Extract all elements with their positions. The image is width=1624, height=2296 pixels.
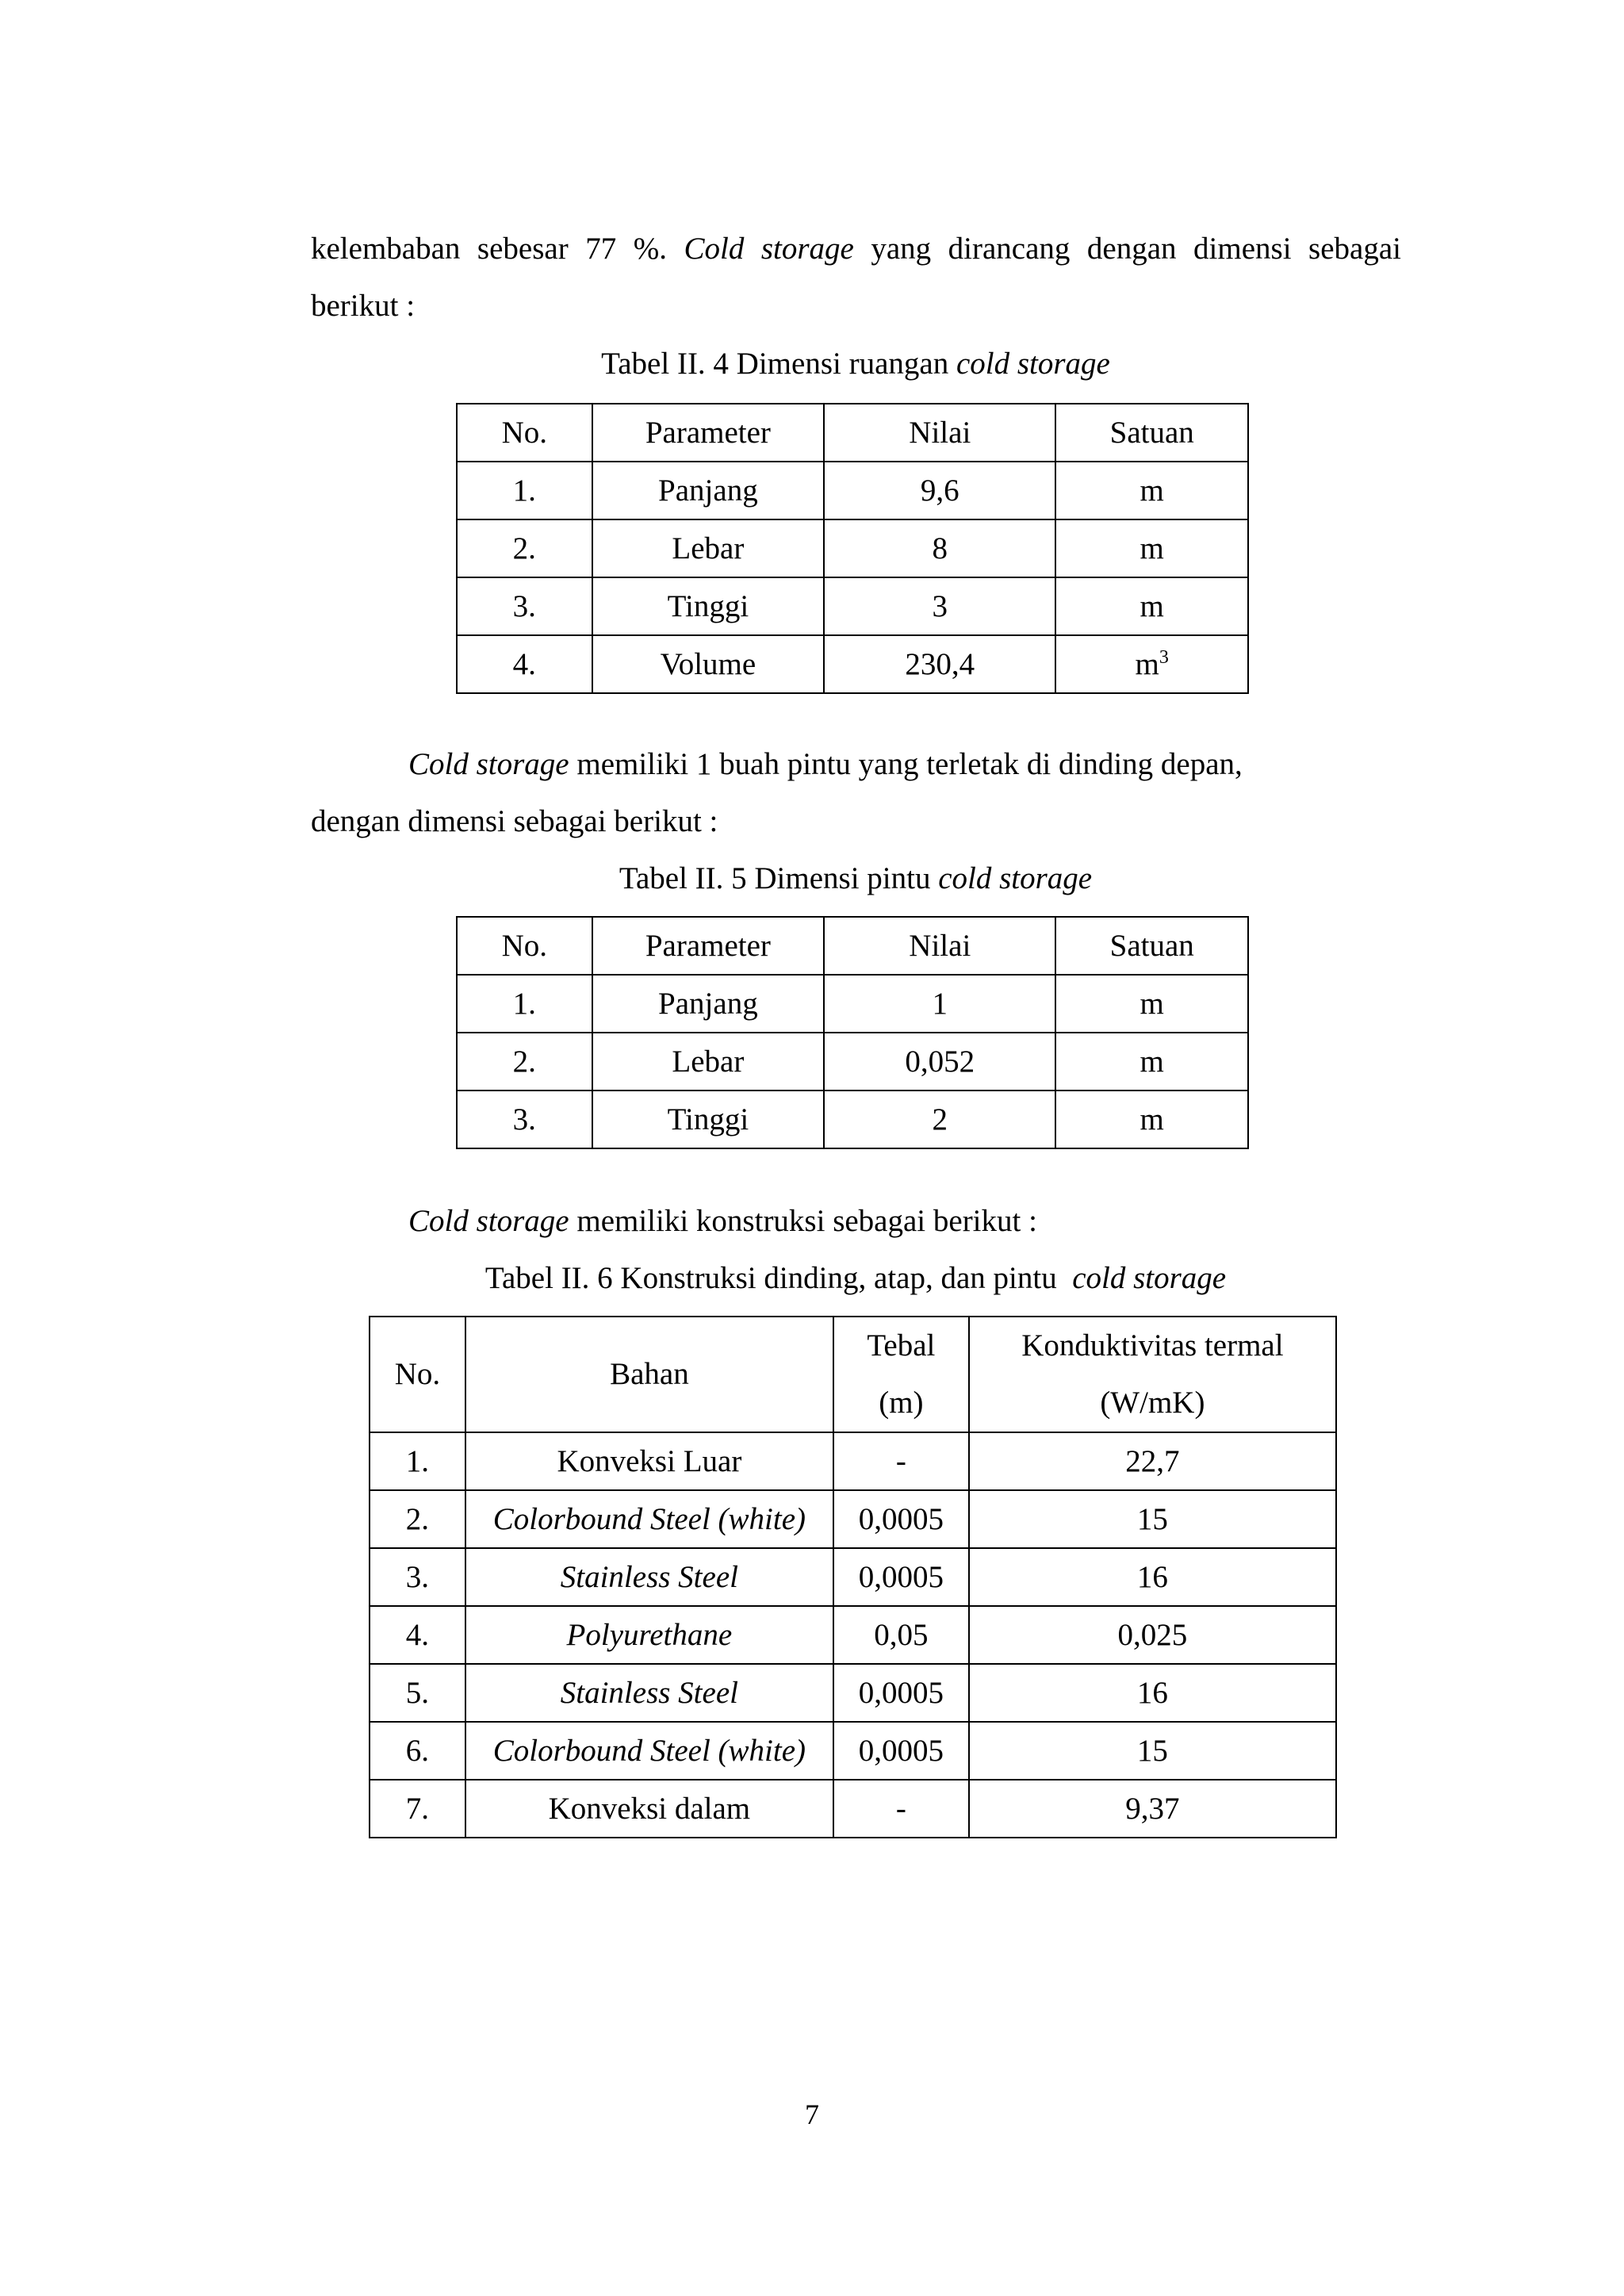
intro-line-1 [311,230,1401,268]
table-header-row [457,917,1248,975]
header-cell: Parameter [592,917,825,975]
header-cell-tebal [833,1317,969,1432]
table-cell: 5. [370,1664,465,1722]
intro-text-post: yang dirancang dengan dimensi sebagai [853,232,1401,266]
table4-caption-text: Tabel II. 4 Dimensi ruangan [601,347,956,381]
para2-italic: Cold storage [408,747,569,781]
table-dimensi-pintu [456,916,1249,1149]
table-cell: 2. [370,1490,465,1548]
table-row [370,1548,1336,1606]
table-cell: 0,05 [833,1606,969,1664]
table-cell: 0,0005 [833,1548,969,1606]
table-cell: 4. [370,1606,465,1664]
table6-caption-italic: cold storage [1072,1261,1227,1295]
header-cell: Satuan [1055,917,1248,975]
table-cell: 1 [824,975,1055,1033]
header-tebal-line1: Tebal [867,1328,936,1363]
header-cell: Nilai [824,404,1055,462]
header-cell: Satuan [1055,404,1248,462]
table-cell: 2. [457,1033,592,1091]
table-cell: 0,0005 [833,1664,969,1722]
table-cell: 4. [457,635,592,693]
table-cell: Konveksi dalam [465,1780,833,1838]
unit-base: m [1135,646,1159,681]
table-cell: - [833,1432,969,1490]
table-cell: m [1055,975,1248,1033]
table-cell: 0,025 [969,1606,1336,1664]
table-cell: Panjang [592,462,825,519]
table-row [457,1033,1248,1091]
table-row [457,975,1248,1033]
table-row [370,1432,1336,1490]
table-cell: 16 [969,1548,1336,1606]
header-cell: No. [457,404,592,462]
table-cell: m [1055,1033,1248,1091]
table-cell: Polyurethane [465,1606,833,1664]
table-cell: 22,7 [969,1432,1336,1490]
table6-caption [485,1259,1226,1297]
table-row [457,1091,1248,1148]
table-cell: 2 [824,1091,1055,1148]
table-cell: Konveksi Luar [465,1432,833,1490]
table-cell: Colorbound Steel (white) [465,1490,833,1548]
para2-line-2: dengan dimensi sebagai berikut : [311,804,718,838]
intro-text: kelembaban sebesar 77 %. [311,232,684,266]
intro-italic: Cold storage [684,232,854,266]
table-cell: m [1055,1091,1248,1148]
table-cell: 16 [969,1664,1336,1722]
table-row [370,1606,1336,1664]
page-number: 7 [805,2099,819,2130]
table-cell: 1. [370,1432,465,1490]
table-row [457,519,1248,577]
table-cell: 2. [457,519,592,577]
table-cell: Tinggi [592,577,825,635]
table-cell: 3 [824,577,1055,635]
table-konstruksi [369,1316,1337,1838]
table5-caption-italic: cold storage [938,861,1093,895]
table-row [457,577,1248,635]
header-konduktivitas-line2: (W/mK) [1100,1386,1205,1420]
intro-line-2: berikut : [311,289,416,323]
table-row [370,1722,1336,1780]
table-cell: Colorbound Steel (white) [465,1722,833,1780]
table-cell: 230,4 [824,635,1055,693]
table4-caption-italic: cold storage [956,347,1110,381]
table5-caption [619,860,1092,898]
header-cell: Bahan [465,1317,833,1432]
table-cell: 7. [370,1780,465,1838]
table-cell: 0,052 [824,1033,1055,1091]
table-cell: 15 [969,1490,1336,1548]
table-cell: Lebar [592,1033,825,1091]
para2-text: memiliki 1 buah pintu yang terletak di dinding depan, [569,747,1243,781]
table-cell: 1. [457,975,592,1033]
table-cell: m [1055,519,1248,577]
table-cell: 8 [824,519,1055,577]
table-cell: 6. [370,1722,465,1780]
table-cell: 0,0005 [833,1490,969,1548]
table-row [370,1780,1336,1838]
para3-line [408,1202,1037,1240]
header-cell: Parameter [592,404,825,462]
table-cell-volume-unit [1055,635,1248,693]
para3-text: memiliki konstruksi sebagai berikut : [569,1204,1037,1238]
table-row [457,462,1248,519]
table-row [370,1664,1336,1722]
table-cell: 3. [457,577,592,635]
table-cell: 9,6 [824,462,1055,519]
table-cell: m [1055,462,1248,519]
table-cell: 9,37 [969,1780,1336,1838]
table-row [370,1490,1336,1548]
header-konduktivitas-line1: Konduktivitas termal [1021,1328,1284,1363]
table-cell: 3. [370,1548,465,1606]
table-cell: - [833,1780,969,1838]
table-header-row [370,1317,1336,1432]
table-cell: Stainless Steel [465,1664,833,1722]
unit-superscript: 3 [1159,646,1169,668]
table-cell: 0,0005 [833,1722,969,1780]
table-cell: Stainless Steel [465,1548,833,1606]
table4-caption [601,345,1110,383]
table6-caption-text: Tabel II. 6 Konstruksi dinding, atap, dan pintu [485,1261,1073,1295]
para2-line-1 [408,746,1243,784]
table-header-row [457,404,1248,462]
table-cell: m [1055,577,1248,635]
header-cell: No. [457,917,592,975]
table-row [457,635,1248,693]
table-cell: Tinggi [592,1091,825,1148]
table-cell: 3. [457,1091,592,1148]
table-cell: Volume [592,635,825,693]
header-cell: Nilai [824,917,1055,975]
table-cell: 15 [969,1722,1336,1780]
header-cell: No. [370,1317,465,1432]
para3-italic: Cold storage [408,1204,569,1238]
header-tebal-line2: (m) [879,1386,924,1420]
table-dimensi-ruangan [456,403,1249,694]
header-cell-konduktivitas [969,1317,1336,1432]
table-cell: Panjang [592,975,825,1033]
table-cell: Lebar [592,519,825,577]
table-cell: 1. [457,462,592,519]
table5-caption-text: Tabel II. 5 Dimensi pintu [619,861,939,895]
